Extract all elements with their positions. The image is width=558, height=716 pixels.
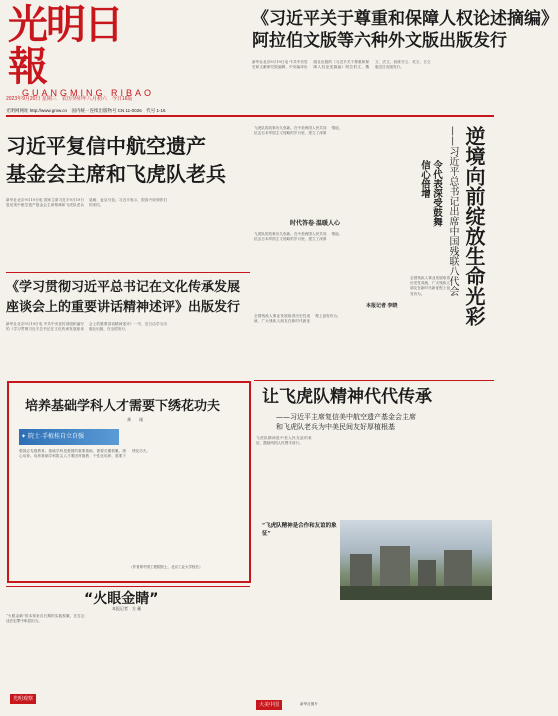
spirit-subhead-line1: ——习近平主席复信美中航空遗产基金会主席 bbox=[276, 413, 416, 421]
commentary-headline: “火眼金睛” bbox=[84, 591, 159, 607]
right-vertical-headline: 逆境向前绽放生命光彩 bbox=[462, 126, 486, 326]
commentary-divider bbox=[6, 586, 250, 587]
spirit-photo-caption: “飞虎队精神是合作和友谊的象征” bbox=[262, 523, 337, 537]
top-story-headline bbox=[252, 8, 558, 52]
feature-headline: 培养基础学科人才需要下绣花功夫 bbox=[25, 399, 221, 414]
right-vertical-subhead: ——习近平总书记出席中国残联八代会 bbox=[447, 126, 458, 296]
feature-banner-label: 院士·手植桂自立自强 bbox=[28, 434, 85, 440]
commentary-byline: 本报记者 方 藏 bbox=[112, 606, 142, 611]
bottom-banner-label: 大美中国 bbox=[256, 700, 282, 710]
right-vertical-deck-2: 信心倍增 bbox=[419, 160, 430, 198]
second-headline bbox=[6, 278, 250, 318]
right-column-body: 全国残疾人事业发展取得历史性成就，广大残疾人朋友在新时代新征程上奋发有为。 bbox=[410, 276, 450, 296]
spirit-divider bbox=[254, 380, 494, 381]
feature-byline: 龚 刚 bbox=[127, 417, 143, 422]
top-story-headline-line2: 阿拉伯文版等六种外文版出版发行 bbox=[252, 31, 507, 51]
feature-banner-icon: ✦ bbox=[21, 434, 27, 440]
lead-body: 新华社北京9月19日电 国家主席习近平9月19日复信美中航空遗产基金会主席格林和飞虎队老兵莫耐、麦克马伦。习近平表示，很高兴收到你们的来信。 bbox=[6, 198, 167, 208]
newspaper-logo: 光明日報 bbox=[8, 1, 122, 90]
feature-box bbox=[7, 381, 251, 583]
web-line: 光明网网址 http://www.gmw.cn 国内统一连续出版物号 CN 11-0026 代号 1-16 bbox=[6, 107, 494, 116]
lead-headline-line2: 基金会主席和飞虎队老兵 bbox=[6, 162, 226, 186]
top-story-headline-line1: 《习近平关于尊重和保障人权论述摘编》 bbox=[252, 9, 558, 29]
factory-silhouette-icon bbox=[340, 520, 492, 600]
newspaper-logo-english: GUANGMING RIBAO bbox=[22, 88, 155, 98]
right-column-reporter: 本报记者 李晓 bbox=[366, 303, 398, 309]
middle-bottom-body: 全国残疾人事业发展取得历史性成就，广大残疾人朋友在新时代新征程上奋发有为。 bbox=[254, 314, 341, 324]
middle-section-title: 时代答卷·温暖人心 bbox=[290, 221, 340, 227]
spirit-subhead-line2: 和飞虎队老兵为中美民间友好厚植根基 bbox=[276, 423, 395, 431]
spirit-photo bbox=[340, 520, 492, 600]
bottom-banner-caption: 新华社图片 bbox=[300, 702, 318, 706]
feature-banner bbox=[19, 429, 119, 445]
spirit-headline: 让飞虎队精神代代传承 bbox=[262, 387, 432, 407]
top-story-body: 新华社北京9月19日电 中共中央党史和文献研究院编辑、中央编译出版社出版的《习近平关于尊重和保障人权论述摘编》阿拉伯文、俄文、法文、西班牙文、英文、日文版近日出版发行。 bbox=[252, 60, 431, 70]
spirit-subhead bbox=[276, 412, 492, 432]
second-headline-line1: 《学习贯彻习近平总书记在文化传承发展 bbox=[6, 280, 241, 295]
second-headline-line2: 座谈会上的重要讲话精神述评》出版发行 bbox=[6, 300, 241, 315]
date-line: 2023年9月20日 星期三 农历癸卯年八月初六 今日16版 bbox=[6, 96, 133, 102]
masthead bbox=[8, 1, 158, 98]
middle-body-2: 飞虎队的故事历久弥新。在中美两国人民共同抗击日本军国主义侵略的岁月里，建立了深厚情谊。 bbox=[254, 232, 343, 242]
feature-note: （作者系中国工程院院士，北京工业大学校长） bbox=[129, 565, 203, 569]
right-vertical-deck-1: 令代表深受鼓舞 bbox=[431, 160, 442, 227]
middle-top-body: 飞虎队的故事历久弥新。在中美两国人民共同抗击日本军国主义侵略的岁月里，建立了深厚情谊。 bbox=[254, 126, 343, 136]
commentary-body: “火眼金睛”的本领来自长期的实践积累，在打击违法犯罪中彰显担当。 bbox=[6, 614, 85, 624]
second-body: 新华社北京9月19日电 中共中央宣传部组织编写的《学习贯彻习近平总书记在文化传承发展座谈会上的重要讲话精神述评》一书，近日由学习出版社出版，在全国发行。 bbox=[6, 322, 167, 332]
feature-body: 强国必先强教育。基础学科是强国的重要基础，需要长期积累，细心培育。培养基础学科拔尖人才要因材施教、个性化培养，需要下绣花功夫。 bbox=[19, 449, 150, 459]
second-story-divider bbox=[6, 272, 250, 273]
spirit-body: 飞虎队精神是中美人民友谊的象征，激励两国人民携手前行。 bbox=[256, 436, 312, 446]
masthead-divider bbox=[6, 116, 494, 117]
commentary-tag: 光明观察 bbox=[10, 694, 36, 704]
lead-headline-line1: 习近平复信中航空遗产 bbox=[6, 134, 206, 158]
